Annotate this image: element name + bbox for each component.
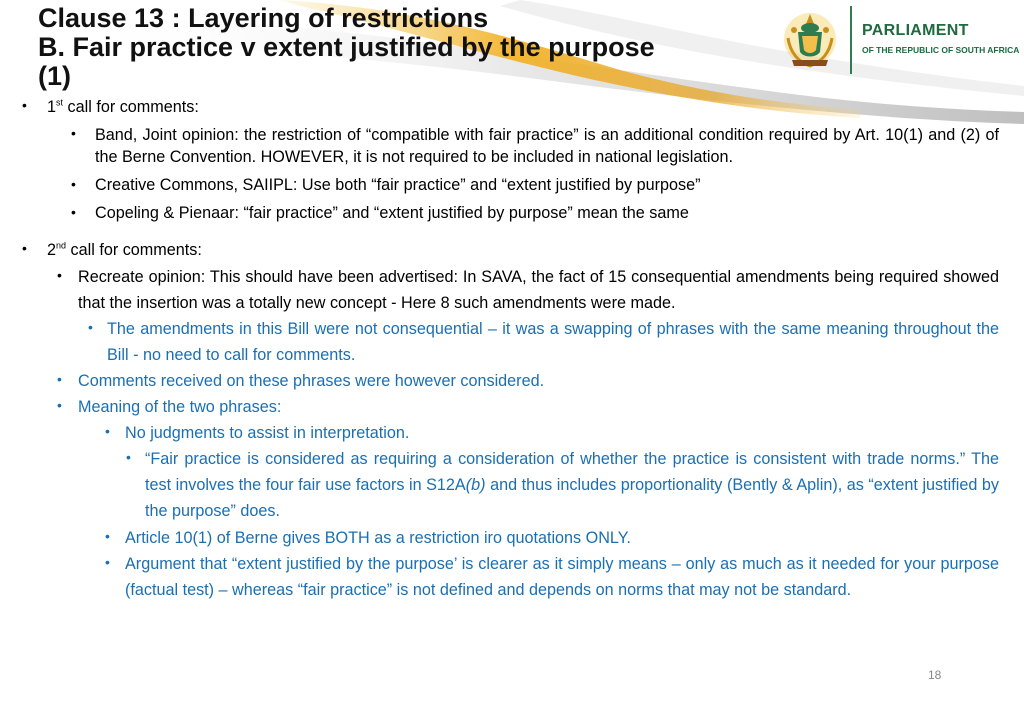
parliament-logo xyxy=(780,4,1020,76)
bullet-icon: • xyxy=(71,176,76,192)
list-item: Recreate opinion: This should have been advertised: In SAVA, the fact of 15 consequential amendments being required showed that the insertion was a totally new concept - Here 8 such amendments were made. xyxy=(78,268,999,312)
bullet-icon: • xyxy=(22,240,27,256)
section-2-number: 2 xyxy=(47,241,57,259)
section-1-heading-text: call for comments: xyxy=(63,98,199,116)
section-2-heading-text: call for comments: xyxy=(66,241,202,259)
list-item xyxy=(145,446,999,524)
section-1-ordinal: st xyxy=(56,97,64,108)
bullet-icon: • xyxy=(57,371,62,387)
bullet-icon: • xyxy=(22,97,27,113)
section-1-heading xyxy=(47,94,947,120)
bullet-icon: • xyxy=(71,125,76,141)
coat-of-arms-icon xyxy=(780,8,840,70)
list-item: Article 10(1) of Berne gives BOTH as a restriction iro quotations ONLY. xyxy=(125,529,631,547)
bullet-icon: • xyxy=(105,554,110,570)
quote-part-c: and thus includes proportionality (Bently & Aplin), as “extent justified by the purpose” does. xyxy=(145,476,999,520)
bullet-icon: • xyxy=(57,267,62,283)
bullet-icon: • xyxy=(105,528,110,544)
section-2-heading xyxy=(47,237,947,263)
title-line-1: Clause 13 : Layering of restrictions xyxy=(38,3,489,33)
list-item: Meaning of the two phrases: xyxy=(78,398,282,416)
title-line-3: (1) xyxy=(38,61,71,91)
list-item: The amendments in this Bill were not consequential – it was a swapping of phrases with the same meaning throughout the Bill - no need to call for comments. xyxy=(107,320,999,364)
list-item: Copeling & Pienaar: “fair practice” and “extent justified by purpose” mean the same xyxy=(95,204,689,222)
bullet-icon: • xyxy=(57,397,62,413)
bullet-icon: • xyxy=(105,423,110,439)
bullet-icon: • xyxy=(88,319,93,335)
slide-title xyxy=(38,4,778,91)
section-2-ordinal: nd xyxy=(56,240,67,251)
list-item: Band, Joint opinion: the restriction of “compatible with fair practice” is an additional condition required by Art. 10(1) and (2) of the Berne Convention. HOWEVER, it is not required to be included in national legislation. xyxy=(95,126,999,166)
title-line-2: B. Fair practice v extent justified by the purpose xyxy=(38,32,655,62)
bullet-icon: • xyxy=(71,204,76,220)
logo-name: PARLIAMENT xyxy=(862,22,969,39)
logo-divider xyxy=(850,6,852,74)
bullet-icon: • xyxy=(126,449,131,465)
list-item: Comments received on these phrases were however considered. xyxy=(78,372,545,390)
section-1-number: 1 xyxy=(47,98,57,116)
list-item: Creative Commons, SAIIPL: Use both “fair practice” and “extent justified by purpose” xyxy=(95,176,701,194)
logo-subtitle: OF THE REPUBLIC OF SOUTH AFRICA xyxy=(862,45,1020,55)
page-number: 18 xyxy=(928,668,942,682)
list-item: No judgments to assist in interpretation. xyxy=(125,424,410,442)
quote-part-b: (b) xyxy=(465,476,486,494)
list-item: Argument that “extent justified by the purpose’ is clearer as it simply means – only as much as it needed for your purpose (factual test) – whereas “fair practice” is not defined and depends on norms that may not be standard. xyxy=(125,555,999,599)
quote-part-a: “Fair practice is considered as requiring a consideration of whether the practice is consistent with trade norms.” The test involves the four fair use factors in S12A xyxy=(145,450,999,494)
